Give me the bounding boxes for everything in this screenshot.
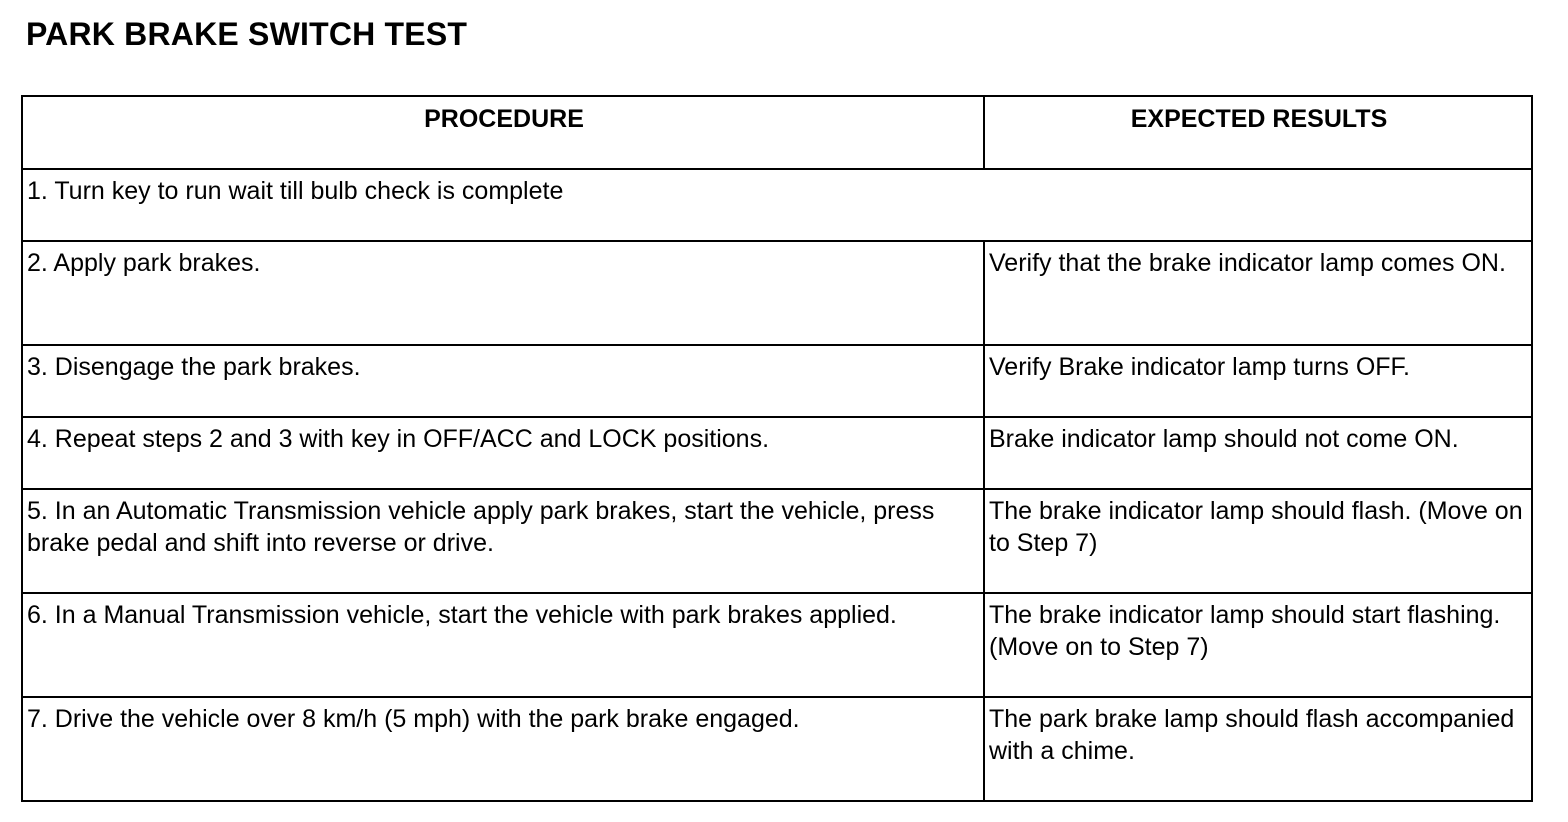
procedure-column-header: PROCEDURE (22, 96, 984, 169)
expected-results-column-header: EXPECTED RESULTS (984, 96, 1532, 169)
table-row (22, 593, 1532, 697)
expected-result-cell: The brake indicator lamp should start flashing. (Move on to Step 7) (984, 593, 1532, 697)
procedure-cell: 3. Disengage the park brakes. (22, 345, 984, 417)
expected-result-cell: The park brake lamp should flash accompanied with a chime. (984, 697, 1532, 801)
table-row (22, 697, 1532, 801)
table-row (22, 417, 1532, 489)
expected-result-cell: Verify that the brake indicator lamp comes ON. (984, 241, 1532, 345)
page-title: PARK BRAKE SWITCH TEST (26, 16, 468, 52)
table-row (22, 489, 1532, 593)
procedure-cell: 6. In a Manual Transmission vehicle, start the vehicle with park brakes applied. (22, 593, 984, 697)
expected-result-cell: The brake indicator lamp should flash. (Move on to Step 7) (984, 489, 1532, 593)
table-row (22, 345, 1532, 417)
procedure-cell: 4. Repeat steps 2 and 3 with key in OFF/ACC and LOCK positions. (22, 417, 984, 489)
procedure-cell: 7. Drive the vehicle over 8 km/h (5 mph) with the park brake engaged. (22, 697, 984, 801)
table-row (22, 169, 1532, 241)
table-row (22, 241, 1532, 345)
table-header-row (22, 96, 1532, 169)
procedure-cell: 2. Apply park brakes. (22, 241, 984, 345)
park-brake-test-table (21, 95, 1533, 802)
expected-result-cell: Verify Brake indicator lamp turns OFF. (984, 345, 1532, 417)
expected-result-cell: Brake indicator lamp should not come ON. (984, 417, 1532, 489)
procedure-cell: 5. In an Automatic Transmission vehicle apply park brakes, start the vehicle, press brake pedal and shift into reverse or drive. (22, 489, 984, 593)
procedure-cell: 1. Turn key to run wait till bulb check is complete (22, 169, 1532, 241)
